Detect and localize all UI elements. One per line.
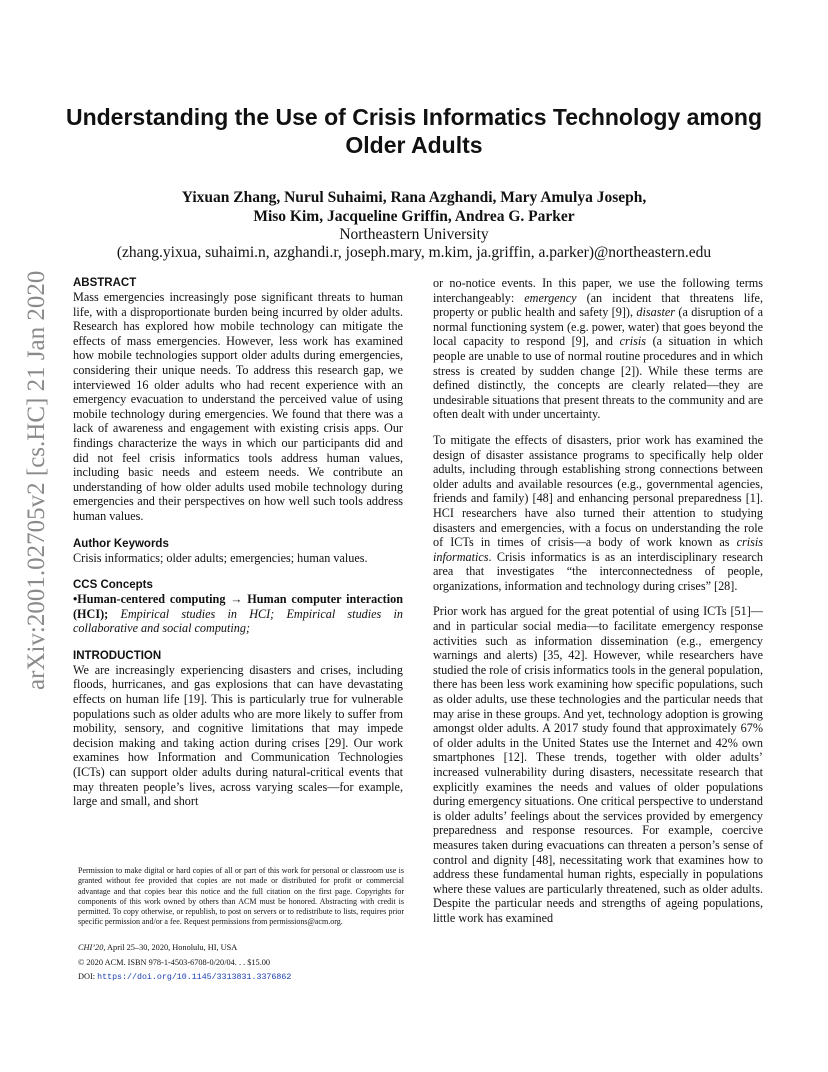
author-emails: (zhang.yixua, suhaimi.n, azghandi.r, joseph.mary, m.kim, ja.griffin, a.parker)@northeastern.edu — [116, 244, 712, 261]
keywords-text: Crisis informatics; older adults; emergencies; human values. — [73, 550, 368, 565]
paper-title: Understanding the Use of Crisis Informatics Technology among Older Adults — [65, 104, 763, 158]
introduction-heading: INTRODUCTION — [73, 649, 162, 662]
venue-line: CHI’20, April 25–30, 2020, Honolulu, HI, USA — [78, 943, 238, 952]
doi-line: DOI: https://doi.org/10.1145/3313831.3376862 — [78, 972, 292, 982]
ccs-text — [73, 592, 403, 636]
introduction-paragraph-1: We are increasingly experiencing disasters and crises, including floods, hurricanes, and gas explosions that can have devastating effects on human life [19]. This is particularly true for vulnerable populations such as older adults who are more likely to suffer from mobility, sensory, and cognitive limitations that may impede decision making and taking action during crises [29]. Our work examines how Information and Communication Technologies (ICTs) can support older adults during natural-critical events that may threaten people’s lives, across varying scales—for example, large and small, and short — [73, 662, 403, 809]
introduction-paragraph-2: or no-notice events. In this paper, we use the following terms interchangeably: emergency (an incident that threatens life, property or public health and safety [9]), disaster (a disruption of a normal functioning system (e.g. power, water) that goes beyond the local capacity to respond [9], and crisis (a situation in which people are unable to use of normal routine procedures and in which stress is created by sudden change [2]). While these terms are defined distinctly, the concepts are clearly related—they are undesirable situations that present threats to the community and are often dealt with under uncertainty. — [433, 276, 764, 422]
abstract-heading: ABSTRACT — [73, 277, 137, 289]
affiliation: Northeastern University — [339, 226, 489, 243]
arxiv-identifier: arXiv:2001.02705v2 [cs.HC] 21 Jan 2020 — [23, 270, 50, 690]
right-column — [433, 276, 763, 926]
left-column — [73, 276, 403, 809]
permission-notice: Permission to make digital or hard copies of all or part of this work for personal or classroom use is granted without fee provided that copies are not made or distributed for profit or commercial advantage and that copies bear this notice and the full citation on the first page. Copyrights for components of this work owned by others than ACM must be honored. Abstracting with credit is permitted. To copy otherwise, or republish, to post on servers or to redistribute to lists, requires prior specific permission and/or a fee. Request permissions from permissions@acm.org. — [78, 866, 404, 927]
ccs-primary: •Human-centered computing → Human computer interaction (HCI); — [73, 592, 403, 621]
introduction-paragraph-3: To mitigate the effects of disasters, prior work has examined the design of disaster assistance programs to specifically help older adults, including through establishing strong connections between older adults and available resources (e.g., governmental agencies, friends and family) [48] and enhancing personal preparedness [1]. HCI researchers have also turned their attention to studying disasters and emergencies, with a focus on understanding the role of ICTs in times of crisis—a body of work known as crisis informatics. Crisis informatics is as an interdisciplinary research area that investigates “the interconnectedness of people, organizations, information and technology during crises” [28]. — [433, 432, 763, 593]
authors-line-1: Yixuan Zhang, Nurul Suhaimi, Rana Azghandi, Mary Amulya Joseph, — [181, 189, 647, 206]
authors-line-2: Miso Kim, Jacqueline Griffin, Andrea G. Parker — [253, 208, 575, 225]
ccs-secondary: Empirical studies in HCI; Empirical studies in collaborative and social computing; — [73, 606, 403, 636]
keywords-heading: Author Keywords — [73, 537, 169, 550]
doi-link[interactable]: https://doi.org/10.1145/3313831.3376862 — [97, 973, 292, 982]
introduction-paragraph-4: Prior work has argued for the great potential of using ICTs [51]—and in particular social media—to facilitate emergency response activities such as information dissemination (e.g., emergency warnings and alerts) [35, 42]. However, while researchers have studied the role of crisis informatics tools in the general population, there has been less work examining how specific populations, such as older adults, use these technologies and the particular needs that may arise in these groups. And yet, technology adoption is growing amongst older adults. A 2017 study found that approximately 67% of older adults in the United States use the Internet and 42% own smartphones [12]. These trends, together with older adults’ increased vulnerability during disasters, necessitate research that explicitly examines the needs and values of older populations during emergency situations. One critical perspective to understand is older adults’ feelings about the services provided by emergency preparedness and response resources. For example, coercive measures taken during evacuations can threaten a person’s sense of control and dignity [48], necessitating work that examines how to address these fundamental human rights, especially in populations where these values are particularly threatened, such as older adults. Despite the particular needs and strengths of ageing populations, little work has examined — [433, 604, 764, 925]
copyright-line: © 2020 ACM. ISBN 978-1-4503-6708-0/20/04. . . $15.00 — [78, 958, 271, 967]
abstract-text: Mass emergencies increasingly pose significant threats to human life, with a disproportionate burden being incurred by older adults. Research has explored how mobile technology can mitigate the effects of mass emergencies. However, less work has examined how mobile technologies support older adults during emergencies, considering their unique needs. To address this research gap, we interviewed 16 older adults who had recent experience with an emergency evacuation to understand the perceived value of using mobile technology during emergencies. We found that there was a lack of awareness and engagement with existing crisis apps. Our findings characterize the ways in which our participants did and did not feel crisis informatics tools address human values, including basic needs and esteem needs. We contribute an understanding of how older adults used mobile technology during emergencies and their perspectives on how well such tools address human values. — [73, 290, 403, 523]
author-list — [60, 188, 768, 226]
ccs-heading: CCS Concepts — [73, 579, 153, 592]
